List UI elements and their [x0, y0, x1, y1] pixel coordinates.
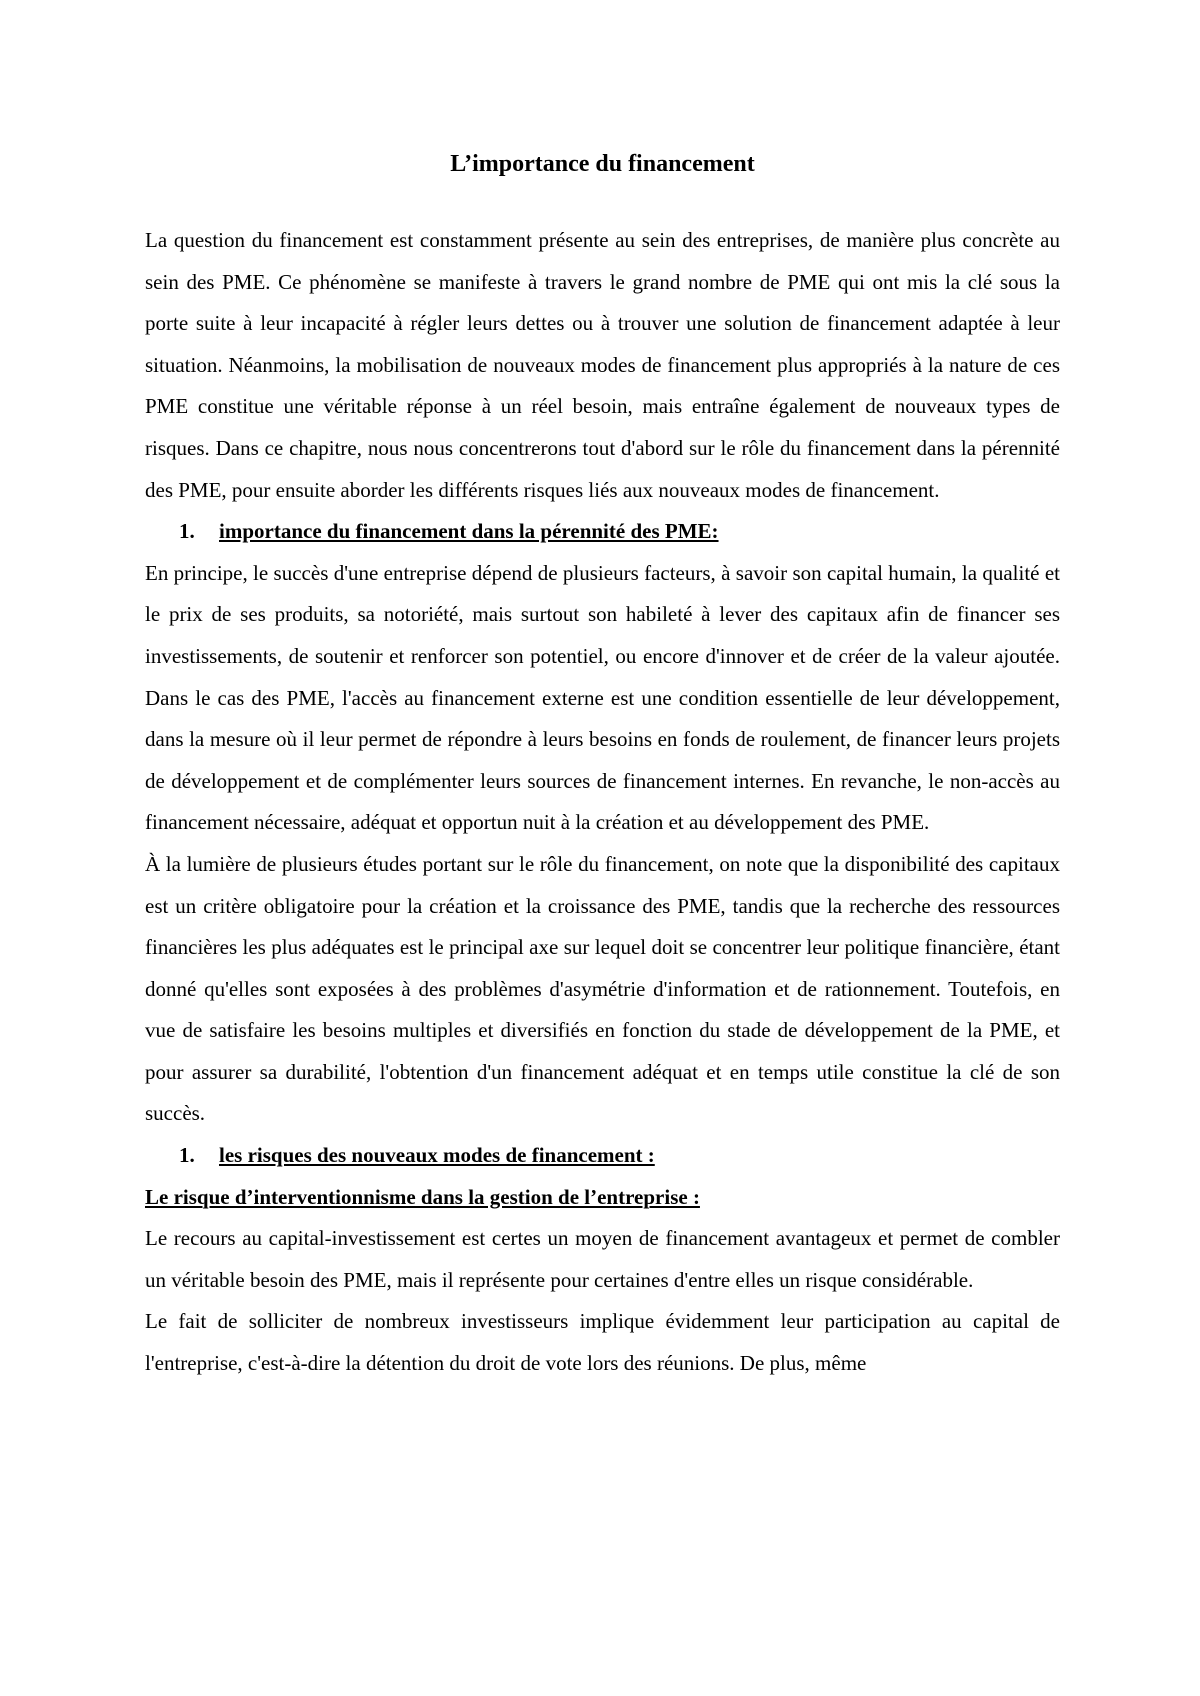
section-2-heading — [145, 1135, 1060, 1177]
section-2-subheading: Le risque d’interventionnisme dans la gestion de l’entreprise : — [145, 1184, 700, 1209]
section-1-number: 1. — [179, 519, 195, 544]
section-2-paragraph-2: Le fait de solliciter de nombreux investisseurs implique évidemment leur participation au capital de l'entreprise, c'est-à-dire la détention du droit de vote lors des réunions. De plus, même — [145, 1309, 1060, 1376]
section-2-title: les risques des nouveaux modes de financement : — [219, 1143, 655, 1168]
section-1-heading — [145, 511, 1060, 553]
document-title: L’importance du financement — [450, 151, 755, 177]
intro-paragraph: La question du financement est constamment présente au sein des entreprises, de manière plus concrète au sein des PME. Ce phénomène se manifeste à travers le grand nombre de PME qui ont mis la clé sous la porte suite à leur incapacité à régler leurs dettes ou à trouver une solution de financement adaptée à leur situation. Néanmoins, la mobilisation de nouveaux modes de financement plus appropriés à la nature de ces PME constitue une véritable réponse à un réel besoin, mais entraîne également de nouveaux types de risques. Dans ce chapitre, nous nous concentrerons tout d'abord sur le rôle du financement dans la pérennité des PME, pour ensuite aborder les différents risques liés aux nouveaux modes de financement. — [145, 228, 1060, 502]
section-2-paragraph-1: Le recours au capital-investissement est certes un moyen de financement avantageux et permet de combler un véritable besoin des PME, mais il représente pour certaines d'entre elles un risque considérable. — [145, 1226, 1060, 1292]
section-2-number: 1. — [179, 1143, 195, 1168]
document-page — [145, 140, 1060, 1385]
section-1-paragraph-1: En principe, le succès d'une entreprise dépend de plusieurs facteurs, à savoir son capital humain, la qualité et le prix de ses produits, sa notoriété, mais surtout son habileté à lever des capitaux afin de financer ses investissements, de soutenir et renforcer son potentiel, ou encore d'innover et de créer de la valeur ajoutée. Dans le cas des PME, l'accès au financement externe est une condition essentielle de leur développement, dans la mesure où il leur permet de répondre à leurs besoins en fonds de roulement, de financer leurs projets de développement et de complémenter leurs sources de financement internes. En revanche, le non-accès au financement nécessaire, adéquat et opportun nuit à la création et au développement des PME. — [145, 560, 1060, 835]
section-1-paragraph-2: À la lumière de plusieurs études portant sur le rôle du financement, on note que la disponibilité des capitaux est un critère obligatoire pour la création et la croissance des PME, tandis que la recherche des ressources financières les plus adéquates est le principal axe sur lequel doit se concentrer leur politique financière, étant donné qu'elles sont exposées à des problèmes d'asymétrie d'information et de rationnement. Toutefois, en vue de satisfaire les besoins multiples et diversifiés en fonction du stade de développement de la PME, et pour assurer sa durabilité, l'obtention d'un financement adéquat et en temps utile constitue la clé de son succès. — [145, 851, 1060, 1126]
section-1-title: importance du financement dans la pérennité des PME: — [219, 519, 719, 544]
